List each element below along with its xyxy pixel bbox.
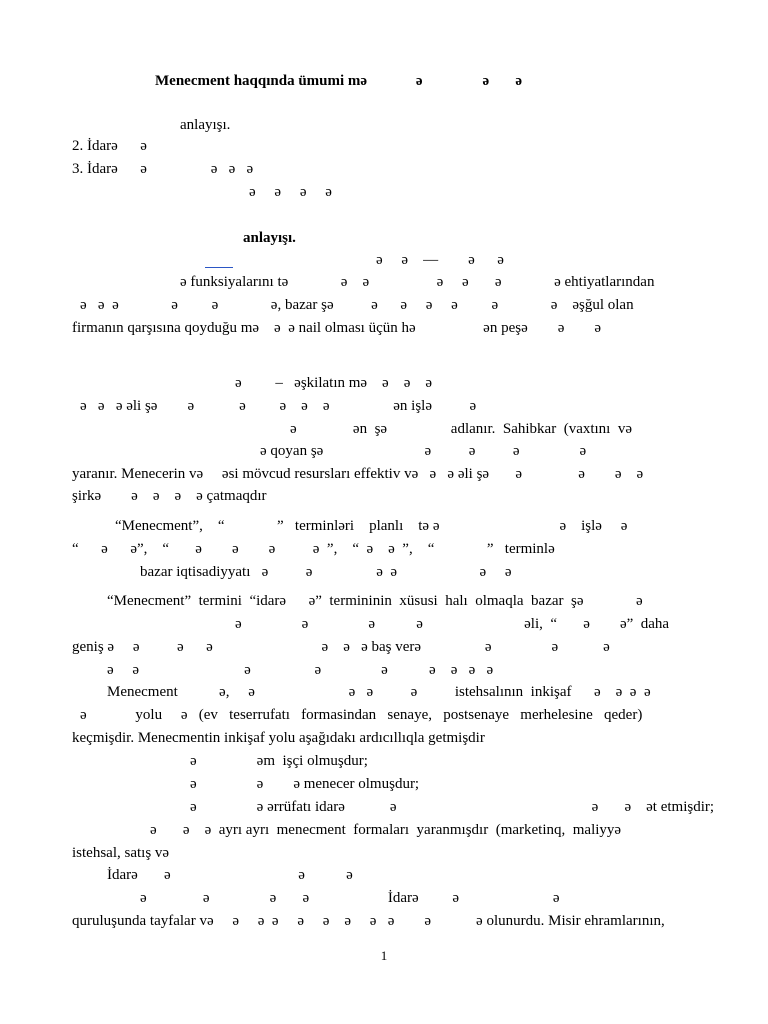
- text-line: “Menecment”, “ ” terminləri planlı tə ə ə işlə ə: [115, 518, 628, 534]
- text-line: keçmişdir. Menecmentin inkişaf yolu aşağıdakı ardıcıllıqla getmişdir: [72, 730, 485, 746]
- text-line: ə ən şə adlanır. Sahibkar (vaxtını və: [290, 421, 633, 437]
- text-line: ə ə ə ə: [249, 184, 332, 200]
- list-item: ə əm işçi olmuşdur;: [190, 753, 368, 769]
- hyperlink-underline[interactable]: [205, 267, 233, 268]
- text-line: “Menecment” termini “idarə ə” termininin xüsusi halı olmaqla bazar şə ə: [107, 593, 643, 609]
- text-line: Menecment ə, ə ə ə ə istehsalının inkişaf ə ə ə ə: [107, 684, 651, 700]
- list-item: ə ə ə menecer olmuşdur;: [190, 776, 420, 792]
- text-line: ə funksiyalarını tə ə ə ə ə ə ə ehtiyatlarından: [180, 274, 655, 290]
- text-line: geniş ə ə ə ə ə ə ə baş verə ə ə ə: [72, 639, 610, 655]
- section-heading: anlayışı.: [243, 230, 296, 246]
- list-item: ə ə ə ayrı ayrı menecment formaları yaranmışdır (marketinq, maliyyə: [150, 822, 622, 838]
- text-line: İdarə ə ə ə: [107, 867, 353, 883]
- text-line: bazar iqtisadiyyatı ə ə ə ə ə ə: [140, 564, 512, 580]
- text-line: “ ə ə”, “ ə ə ə ə ”, “ ə ə ”, “ ” terminlə: [72, 541, 555, 557]
- list-item: 3. İdarə ə ə ə ə: [72, 161, 254, 177]
- text-line: yaranır. Menecerin və əsi mövcud resursları effektiv və ə ə əli şə ə ə ə ə: [72, 466, 644, 482]
- text-line: ə ə ə ə ə ə ə ə ə: [107, 662, 494, 678]
- text-line: quruluşunda tayfalar və ə ə ə ə ə ə ə ə ə ə olunurdu. Misir ehramlarının,: [72, 913, 665, 929]
- text-line: ə ə — ə ə: [376, 252, 504, 268]
- text-line: ə ə ə ə əli, “ ə ə” daha: [235, 616, 670, 632]
- document-title: Menecment haqqında ümumi mə ə ə ə: [155, 73, 523, 89]
- text-line: şirkə ə ə ə ə çatmaqdır: [72, 488, 267, 504]
- page-number: 1: [380, 948, 388, 963]
- text-line: ə yolu ə (ev teserrufatı formasindan senaye, postsenaye merhelesine qeder): [80, 707, 643, 723]
- text-line: ə ə ə ə ə ə, bazar şə ə ə ə ə ə ə əşğul olan: [80, 297, 634, 313]
- text-line: ə qoyan şə ə ə ə ə: [260, 443, 587, 459]
- text-line: ə ə ə ə İdarə ə ə: [140, 890, 560, 906]
- list-item: 2. İdarə ə: [72, 138, 147, 154]
- text-line: istehsal, satış və: [72, 845, 170, 861]
- text-line: anlayışı.: [180, 117, 231, 133]
- text-line: ə – əşkilatın mə ə ə ə: [235, 375, 433, 391]
- text-line: ə ə ə əli şə ə ə ə ə ə ən işlə ə: [80, 398, 477, 414]
- list-item: ə ə ərrüfatı idarə ə ə ə ət etmişdir;: [190, 799, 715, 815]
- text-line: firmanın qarşısına qoyduğu mə ə ə nail olması üçün hə ən peşə ə ə: [72, 320, 602, 336]
